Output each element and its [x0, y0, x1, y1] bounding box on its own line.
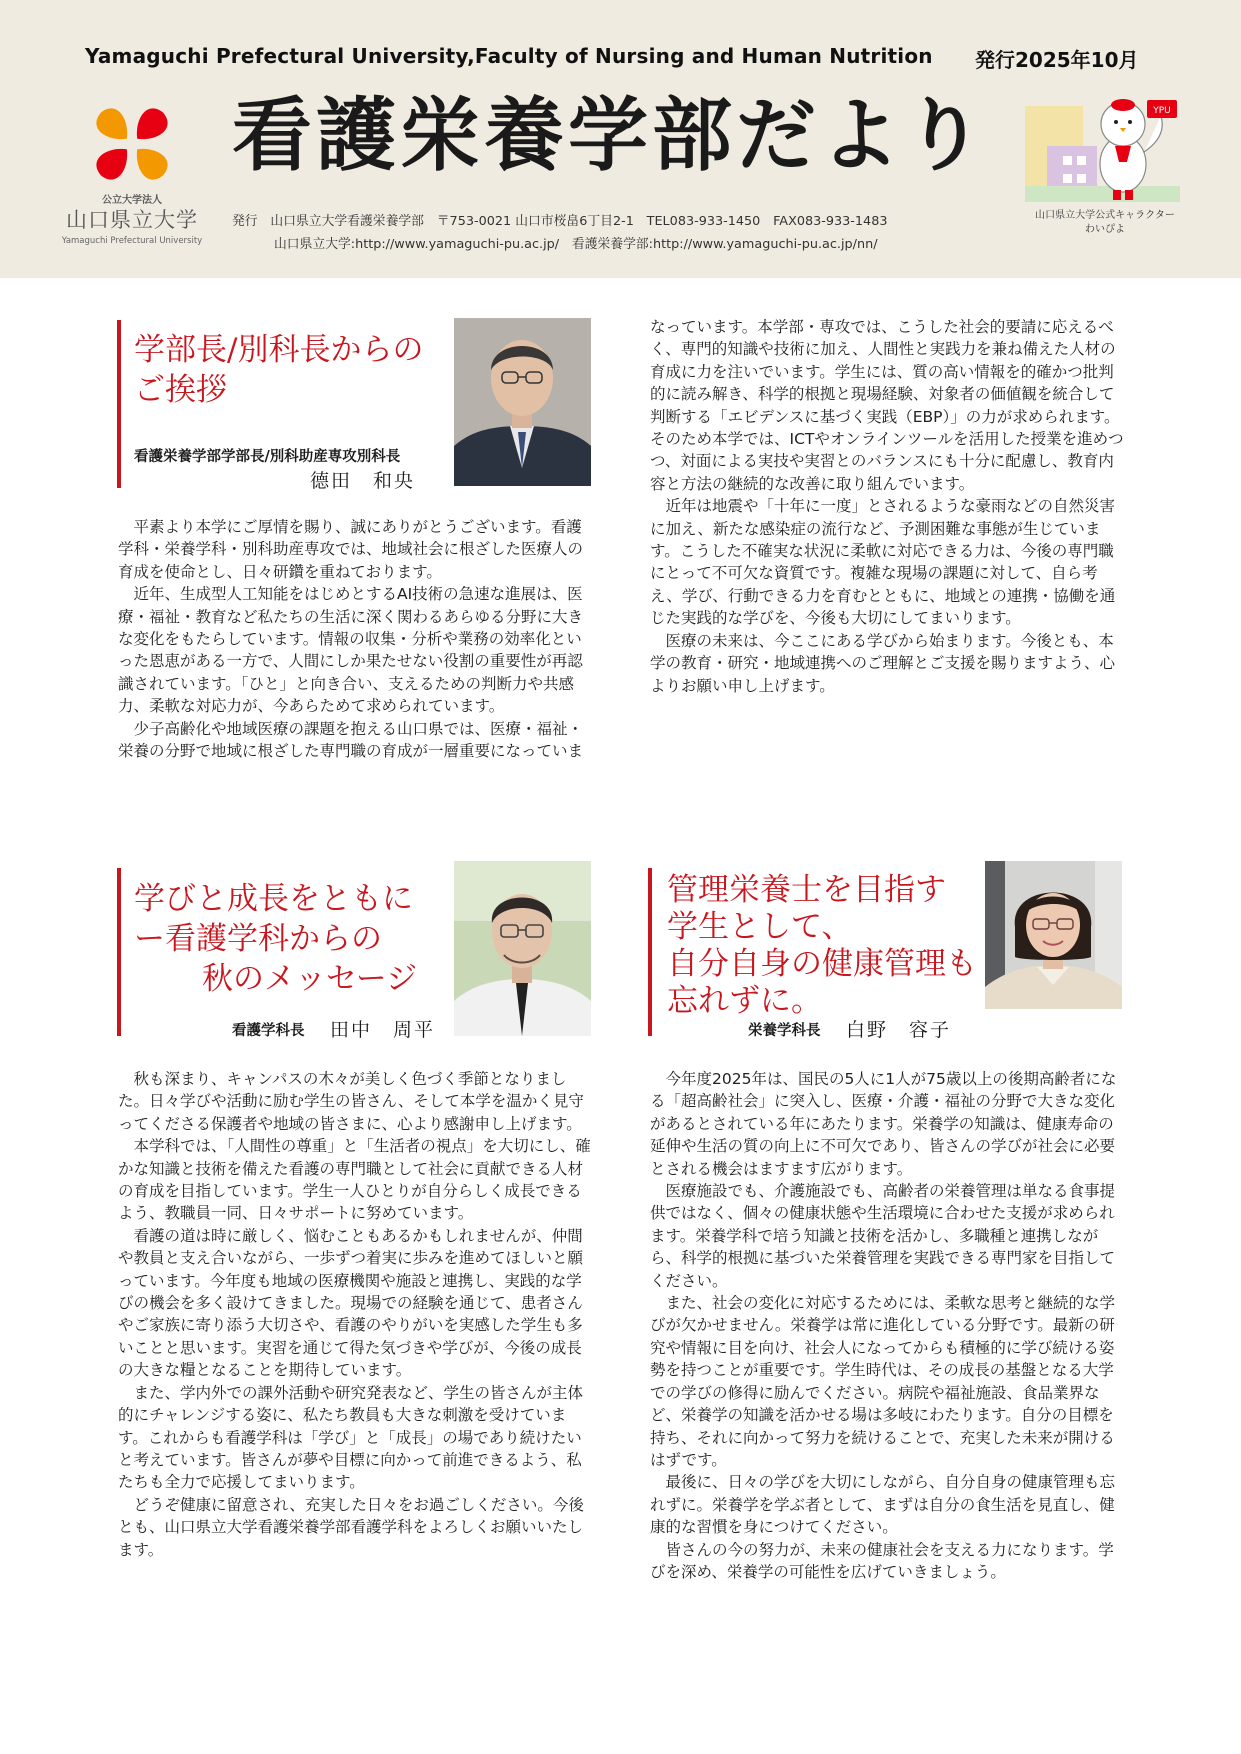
dean-article-body-col1 [118, 516, 592, 762]
nutrition-head-portrait-photo [985, 861, 1122, 1009]
article-paragraph: 今年度2025年は、国民の5人に1人が75歳以上の後期高齢者になる「超高齢社会」に突入し、医療・介護・福祉の分野で大きな変化があるとされている年にあたります。栄養学の知識は、健康寿命の延伸や生活の質の向上に不可欠であり、皆さんの学びが社会に必要とされる機会はますます広がります。 [650, 1070, 1117, 1178]
article-paragraph: 近年、生成型人工知能をはじめとするAI技術の急速な進展は、医療・福祉・教育など私たちの生活に深く関わるあらゆる分野に大きな変化をもたらしています。情報の収集・分析や業務の効率化といった恩恵がある一方で、人間にしか果たせない役割の重要性が再認識されています。「ひと」と向き合い、支えるための判断力や共感力、柔軟な対応力が、今あらためて求められています。 [118, 585, 584, 716]
mascot-illustration [1025, 94, 1180, 202]
nursing-head-portrait-photo [454, 861, 591, 1036]
nutrition-article-body [650, 1068, 1124, 1583]
article-paragraph-continued: なっています。本学部・専攻では、こうした社会的要請に応えるべく、専門的知識や技術に加え、人間性と実践力を兼ね備えた人材の育成に力を注いでいます。学生には、質の高い情報を的確かつ批判的に読み解き、科学的根拠と現場経験、対象者の価値観を統合して判断する「エビデンスに基づく実践（EBP）」の力が求められます。そのため本学では、ICTやオンラインツールを活用した授業を進めつつ、対面による実技や実習とのバランスにも十分に配慮し、教育内容と方法の継続的な改善に取り組んでいます。 [650, 318, 1124, 493]
title-line: 自分自身の健康管理も [667, 946, 977, 982]
mascot-waipiyo-icon [1025, 94, 1180, 202]
article-paragraph: また、学内外での課外活動や研究発表など、学生の皆さんが主体的にチャレンジする姿に、私たち教員も大きな刺激を受けています。これからも看護学科は「学び」と「成長」の場であり続けたいと考えています。皆さんが夢や目標に向かって前進できるよう、私たちも全力で応援してまいります。 [118, 1383, 584, 1492]
dean-article-body-col2 [650, 316, 1124, 697]
author-name: 田中 周平 [330, 1019, 436, 1041]
article-paragraph: 医療の未来は、今ここにある学びから始まります。今後とも、本学の教育・研究・地域連携へのご理解とご支援を賜りますよう、心よりお願い申し上げます。 [650, 631, 1116, 695]
mascot-flag-text: YPU [1153, 106, 1171, 116]
title-line: 忘れずに。 [667, 983, 822, 1019]
title-line: 学部長/別科長からの [134, 332, 424, 368]
article-paragraph: 最後に、日々の学びを大切にしながら、自分自身の健康管理も忘れずに。栄養学を学ぶ者として、まずは自分の食生活を見直し、健康的な習慣を身につけてください。 [650, 1473, 1116, 1537]
section-accent-bar [117, 320, 121, 488]
title-line: 秋のメッセージ [202, 961, 418, 997]
section-accent-bar [117, 868, 121, 1036]
nursing-article-title [134, 879, 417, 999]
issue-date: 発行2025年10月 [975, 48, 1139, 72]
author-role: 看護栄養学部学部長/別科助産専攻別科長 [134, 448, 401, 465]
logo-university-name: 山口県立大学 [66, 208, 198, 232]
logo-corporation-label: 公立大学法人 [102, 195, 162, 206]
nursing-article-body [118, 1068, 592, 1561]
dean-article-title [134, 330, 423, 410]
title-line: ー看護学科からの [134, 921, 382, 957]
article-paragraph: 看護の道は時に厳しく、悩むこともあるかもしれませんが、仲間や教員と支え合いながら、一歩ずつ着実に歩みを進めてほしいと願っています。今年度も地域の医療機関や施設と連携し、実践的な学びの機会を多く設けてきました。現場での経験を通じて、患者さんやご家族に寄り添う大切さや、看護のやりがいを実感した学生も多いことと思います。実習を通じて得た気づきや学びが、今後の成長の大きな糧となることを期待しています。 [118, 1226, 584, 1380]
website-links[interactable]: 山口県立大学:http://www.yamaguchi-pu.ac.jp/ 看護栄養学部:http://www.yamaguchi-pu.ac.jp/nn/ [274, 237, 878, 252]
article-paragraph: 平素より本学にご厚情を賜り、誠にありがとうございます。看護学科・栄養学科・別科助産専攻では、地域社会に根ざした医療人の育成を使命とし、日々研鑽を重ねております。 [118, 518, 584, 581]
article-paragraph: 医療施設でも、介護施設でも、高齢者の栄養管理は単なる食事提供ではなく、個々の健康状態や生活環境に合わせた支援が求められます。栄養学科で培う知識と技術を活かし、多職種と連携しながら、科学的根拠に基づいた栄養管理を実践できる専門家を目指してください。 [650, 1182, 1116, 1290]
newsletter-title: 看護栄養学部だより [232, 89, 988, 182]
english-subtitle: Yamaguchi Prefectural University,Faculty of Nursing and Human Nutrition [85, 44, 933, 68]
article-paragraph: 少子高齢化や地域医療の課題を抱える山口県では、医療・福祉・栄養の分野で地域に根ざした専門職の育成が一層重要になっていま [118, 719, 584, 761]
publisher-info: 発行 山口県立大学看護栄養学部 〒753-0021 山口市桜畠6丁目2-1 TEL083-933-1450 FAX083-933-1483 [232, 214, 888, 229]
title-line: 管理栄養士を目指す [667, 872, 946, 908]
article-paragraph: どうぞ健康に留意され、充実した日々をお過ごしください。今後とも、山口県立大学看護栄養学部看護学科をよろしくお願いいたします。 [118, 1495, 584, 1559]
masthead [0, 0, 1241, 278]
author-name: 德田 和央 [310, 470, 416, 492]
section-accent-bar [648, 868, 652, 1036]
author-role: 栄養学科長 [748, 1022, 821, 1039]
title-line: ご挨拶 [134, 372, 227, 408]
logo-english-name: Yamaguchi Prefectural University [61, 236, 203, 246]
title-line: 学びと成長をともに [134, 881, 413, 917]
nutrition-article-title [667, 872, 977, 1020]
author-name: 白野 容子 [846, 1019, 952, 1041]
article-paragraph: また、社会の変化に対応するためには、柔軟な思考と継続的な学びが欠かせません。栄養学は常に進化している分野です。最新の研究や情報に目を向け、社会人になってからも積極的に学び続ける姿勢を持つことが重要です。学生時代は、その成長の基盤となる大学での学びの修得に励んでください。病院や福祉施設、食品業界など、栄養学の知識を活かせる場は多岐にわたります。自分の目標を持ち、それに向かって努力を続けることで、充実した未来が開けるはずです。 [650, 1294, 1116, 1469]
mascot-name: わいぴよ [1085, 224, 1125, 235]
article-paragraph: 近年は地震や「十年に一度」とされるような豪雨などの自然災害に加え、新たな感染症の流行など、予測困難な事態が生じています。こうした不確実な状況に柔軟に対応できる力は、今後の専門職にとって不可欠な資質です。複雑な現場の課題に対して、自ら考え、学び、行動できる力を育むとともに、地域との連携・協働を通じた実践的な学びを、今後も大切にしてまいります。 [650, 497, 1116, 628]
dean-portrait-photo [454, 318, 591, 486]
university-flower-icon [86, 98, 178, 190]
title-line: 学生として、 [667, 909, 853, 945]
mascot-caption: 山口県立大学公式キャラクター [1035, 210, 1175, 221]
article-paragraph: 本学科では、「人間性の尊重」と「生活者の視点」を大切にし、確かな知識と技術を備えた看護の専門職として社会に貢献できる人材の育成を目指しています。学生一人ひとりが自分らしく成長できるよう、教職員一同、日々サポートに努めています。 [118, 1137, 591, 1223]
university-logo[interactable] [56, 98, 208, 258]
author-role: 看護学科長 [232, 1022, 305, 1039]
article-paragraph: 秋も深まり、キャンパスの木々が美しく色づく季節となりました。日々学びや活動に励む学生の皆さん、そして本学を温かく見守ってくださる保護者や地域の皆さまに、心より感謝申し上げます。 [118, 1070, 584, 1133]
article-paragraph: 皆さんの今の努力が、未来の健康社会を支える力になります。学びを深め、栄養学の可能性を広げていきましょう。 [650, 1540, 1114, 1581]
